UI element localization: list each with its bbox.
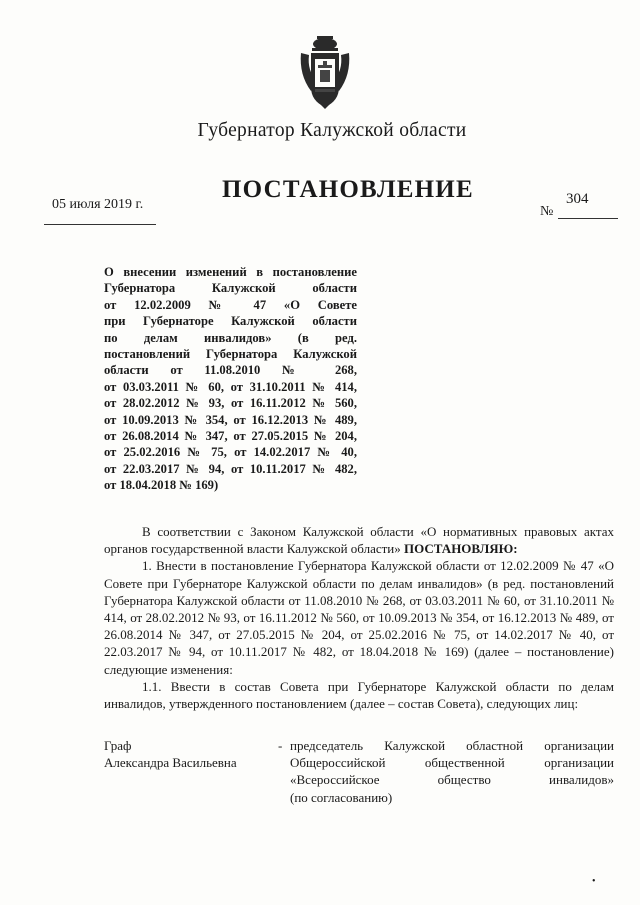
coat-of-arms-emblem (297, 35, 353, 111)
member-description-line: (по согласованию) (290, 789, 393, 805)
item-1-1-paragraph: 1.1. Ввести в состав Совета при Губернаторе Калужской области по делам инвалидов, утвержденного постановлением (далее – состав Совета), следующих лиц: (104, 678, 614, 712)
issuer-title: Губернатор Калужской области (197, 120, 467, 141)
member-dash: - (278, 738, 283, 753)
subject-line: от 10.09.2013 № 354, от 16.12.2013 № 489, (104, 412, 357, 427)
subject-line: по делам инвалидов» (в ред. (104, 330, 357, 345)
subject-line: Губернатора Калужской области (104, 281, 357, 296)
subject-line: от 18.04.2018 № 169) (104, 478, 219, 493)
document-subject (104, 264, 357, 494)
member-surname: Граф (104, 738, 132, 753)
member-description-line: председатель Калужской областной организации (290, 738, 614, 753)
date-underline (44, 224, 156, 225)
subject-line: от 26.08.2014 № 347, от 27.05.2015 № 204, (104, 429, 357, 444)
subject-line: от 28.02.2012 № 93, от 16.11.2012 № 560, (104, 396, 357, 411)
member-description (290, 737, 614, 806)
subject-line: от 03.03.2011 № 60, от 31.10.2011 № 414, (104, 379, 357, 394)
number-label: № (540, 204, 554, 219)
item-1-paragraph: 1. Внести в постановление Губернатора Калужской области от 12.02.2009 № 47 «О Совете при Губернаторе Калужской области по делам инвалидов» (в ред. постановлений Губернатора Калужской области от 11.08.2010 № 268, от 03.03.2011 № 60, от 31.10.2011 № 414, от 28.02.2012 № 93, от 16.11.2012 № 560, от 10.09.2013 № 354, от 16.12.2013 № 489, от 26.08.2014 № 347, от 27.05.2015 № 204, от 25.02.2016 № 75, от 14.02.2017 № 40, от 22.03.2017 № 94, от 10.11.2017 № 482, от 18.04.2018 № 169) (далее – постановление) следующие изменения: (104, 558, 614, 677)
document-body (104, 523, 614, 712)
subject-line: О внесении изменений в постановление (104, 265, 357, 279)
decree-keyword: ПОСТАНОВЛЯЮ: (404, 541, 518, 557)
document-type-heading: ПОСТАНОВЛЕНИЕ (222, 176, 474, 203)
member-name (104, 737, 274, 771)
member-description-line: Общероссийской общественной организации (290, 755, 614, 771)
preamble-text: В соответствии с Законом Калужской области «О нормативных правовых актах органов государственной власти Калужской области» (104, 524, 614, 557)
subject-line: от 12.02.2009 № 47 «О Совете (104, 297, 357, 312)
member-given-name: Александра Васильевна (104, 755, 237, 771)
member-description-line: «Всероссийское общество инвалидов» (290, 772, 614, 788)
subject-line: области от 11.08.2010 № 268, (104, 363, 357, 378)
subject-line: от 22.03.2017 № 94, от 10.11.2017 № 482, (104, 461, 357, 476)
scan-mark: • (592, 876, 596, 887)
subject-line: от 25.02.2016 № 75, от 14.02.2017 № 40, (104, 445, 357, 460)
number-underline (558, 218, 618, 219)
document-number: 304 (566, 191, 589, 207)
preamble-paragraph (104, 523, 614, 557)
document-date: 05 июля 2019 г. (52, 197, 144, 212)
subject-line: постановлений Губернатора Калужской (104, 347, 357, 362)
subject-line: при Губернаторе Калужской области (104, 314, 357, 329)
